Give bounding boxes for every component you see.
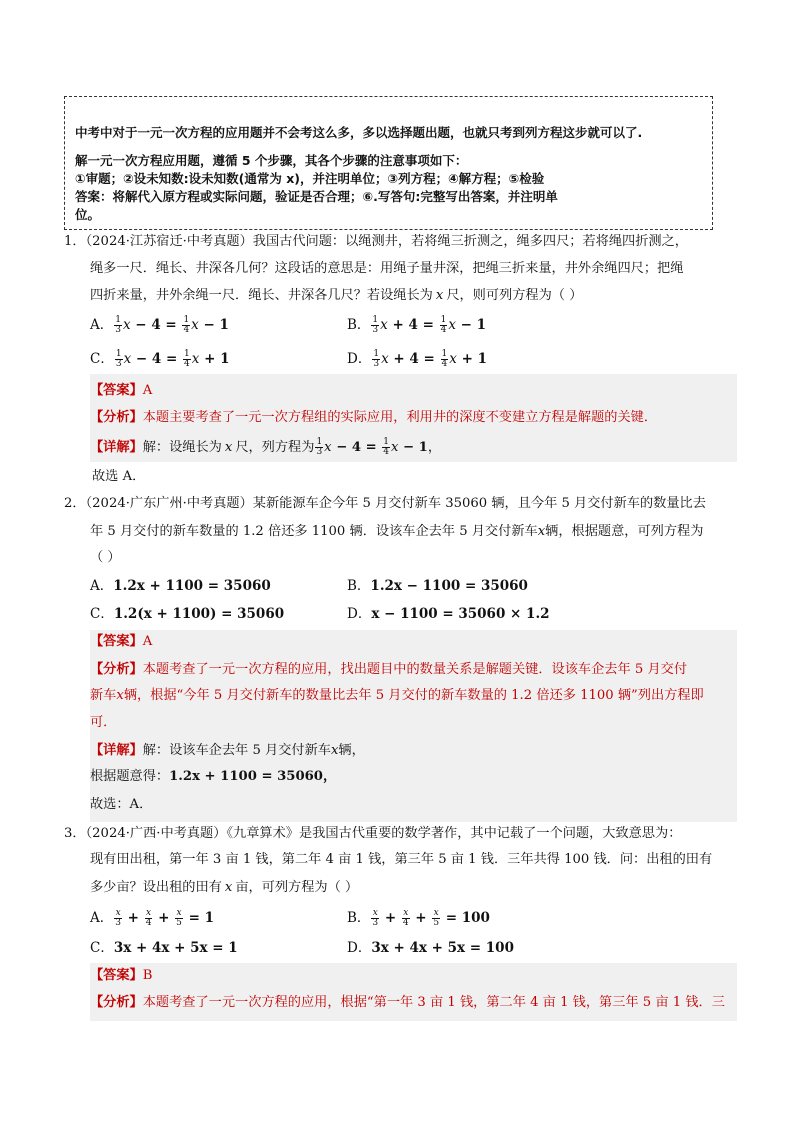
q2-analysis-3: 可． <box>90 715 117 730</box>
q1-analysis: 【分析】本题主要考查了一元一次方程组的实际应用，利用井的深度不变建立方程是解题的关键． <box>90 410 658 425</box>
q1-line-1: 1．（2024·江苏宿迁·中考真题）我国古代问题：以绳测井，若将绳三折测之，绳多四尺；若将绳四折测之， <box>64 234 688 249</box>
intro-box <box>64 96 713 230</box>
q2-analysis-1: 【分析】本题考查了一元一次方程的应用，找出题目中的数量关系是解题关键．设该车企去年 5 月交付 <box>90 662 688 677</box>
q1-option-b-equation: $\frac{1}{3}$ x + 4 = $\frac{1}{4}$ x − 1 <box>372 315 487 335</box>
intro-line-4: 答案：将解代入原方程或实际问题，验证是否合理；⑥.写答句:完整写出答案，并注明单 <box>75 189 558 204</box>
q1-answer: 【答案】A <box>90 383 153 398</box>
q1-line-3: 四折来量，井外余绳一尺．绳长、井深各几尺？若设绳长为 x 尺，则可列方程为（ ） <box>90 288 583 303</box>
q3-line-1: 3．（2024·广西·中考真题）《九章算术》是我国古代重要的数学著作，其中记载了一个问题，大致意思为： <box>64 826 682 841</box>
q2-option-b[interactable]: B．1.2x − 1100 = 35060 <box>347 578 528 594</box>
q2-answer-block <box>90 630 737 822</box>
q3-analysis: 【分析】本题考查了一元一次方程的应用，根据“第一年 3 亩 1 钱，第二年 4 亩 1 钱，第三年 5 亩 1 钱．三 <box>90 995 725 1010</box>
q3-option-b-equation: $\frac{x}{3}$ + $\frac{x}{4}$ + $\frac{x}{5}$ = 100 <box>372 908 490 928</box>
q1-line-2: 绳多一尺．绳长、井深各几何？这段话的意思是：用绳子量井深，把绳三折来量，井外余绳四尺；把绳 <box>90 261 684 276</box>
intro-line-2: 解一元一次方程应用题，遵循 5 个步骤，其各个步骤的注意事项如下： <box>75 153 468 168</box>
q1-detail-equation: $\frac{1}{3}$ x − 4 = $\frac{1}{4}$ x − 1 <box>316 437 428 457</box>
q3-option-b[interactable]: B． $\frac{x}{3}$ + $\frac{x}{4}$ + $\frac{x}{5}$ = 100 <box>347 908 490 928</box>
q2-analysis-2: 新车x辆，根据“今年 5 月交付新车的数量比去年 5 月交付的新车数量的 1.2 倍还多 1100 辆”列出方程即 <box>90 688 704 703</box>
q1-conclusion: 故选 A． <box>92 469 146 484</box>
q3-answer-block <box>90 963 737 1021</box>
q1-option-a-equation: $\frac{1}{3}$ x − 4 = $\frac{1}{4}$ x − 1 <box>115 315 229 335</box>
q1-option-d[interactable]: D． $\frac{1}{3}$ x + 4 = $\frac{1}{4}$ x + 1 <box>347 349 487 369</box>
q2-option-a[interactable]: A．1.2x + 1100 = 35060 <box>90 578 271 594</box>
intro-line-5: 位。 <box>75 207 101 222</box>
q3-option-c[interactable]: C．3x + 4x + 5x = 1 <box>90 940 238 956</box>
q3-line-2: 现有田出租，第一年 3 亩 1 钱，第二年 4 亩 1 钱，第三年 5 亩 1 钱．三年共得 100 钱．问：出租的田有 <box>90 852 713 867</box>
q1-option-c[interactable]: C． $\frac{1}{3}$ x − 4 = $\frac{1}{4}$ x + 1 <box>90 349 230 369</box>
q1-answer-block <box>90 374 737 462</box>
q2-line-2: 年 5 月交付的新车数量的 1.2 倍还多 1100 辆．设该车企去年 5 月交付新车x辆，根据题意，可列方程为 <box>90 524 704 539</box>
q1-detail: 【详解】解：设绳长为 x 尺，列方程为 $\frac{1}{3}$ x − 4 = $\frac{1}{4}$ x − 1， <box>90 437 442 457</box>
q2-option-d[interactable]: D．x − 1100 = 35060 × 1.2 <box>347 606 550 622</box>
intro-line-1: 中考中对于一元一次方程的应用题并不会考这么多，多以选择题出题，也就只考到列方程这步就可以了. <box>75 125 643 140</box>
q2-detail: 【详解】解：设该车企去年 5 月交付新车x辆， <box>90 743 365 758</box>
q1-option-d-equation: $\frac{1}{3}$ x + 4 = $\frac{1}{4}$ x + 1 <box>373 349 487 369</box>
q3-option-d[interactable]: D．3x + 4x + 5x = 100 <box>347 940 514 956</box>
q2-line-3: （ ） <box>90 550 121 565</box>
q2-answer: 【答案】A <box>90 634 153 649</box>
q2-detail-2: 根据题意得：1.2x + 1100 = 35060， <box>90 769 337 784</box>
q1-option-a[interactable]: A． $\frac{1}{3}$ x − 4 = $\frac{1}{4}$ x − 1 <box>90 315 229 335</box>
q2-option-c[interactable]: C．1.2(x + 1100) = 35060 <box>90 606 285 622</box>
q3-option-a[interactable]: A． $\frac{x}{3}$ + $\frac{x}{4}$ + $\frac{x}{5}$ = 1 <box>90 908 214 928</box>
q3-line-3: 多少亩？设出租的田有 x 亩，可列方程为（ ） <box>90 880 359 895</box>
q3-option-a-equation: $\frac{x}{3}$ + $\frac{x}{4}$ + $\frac{x}{5}$ = 1 <box>115 908 214 928</box>
q1-option-c-equation: $\frac{1}{3}$ x − 4 = $\frac{1}{4}$ x + 1 <box>115 349 230 369</box>
q2-conclusion: 故选：A． <box>90 797 153 812</box>
q2-line-1: 2．（2024·广东广州·中考真题）某新能源车企今年 5 月交付新车 35060 辆，且今年 5 月交付新车的数量比去 <box>64 496 706 511</box>
q3-answer: 【答案】B <box>90 968 153 983</box>
q1-option-b[interactable]: B． $\frac{1}{3}$ x + 4 = $\frac{1}{4}$ x − 1 <box>347 315 487 335</box>
intro-line-3: ①审题；②设未知数:设未知数(通常为 x)，并注明单位；③列方程；④解方程；⑤检验 <box>75 171 545 186</box>
